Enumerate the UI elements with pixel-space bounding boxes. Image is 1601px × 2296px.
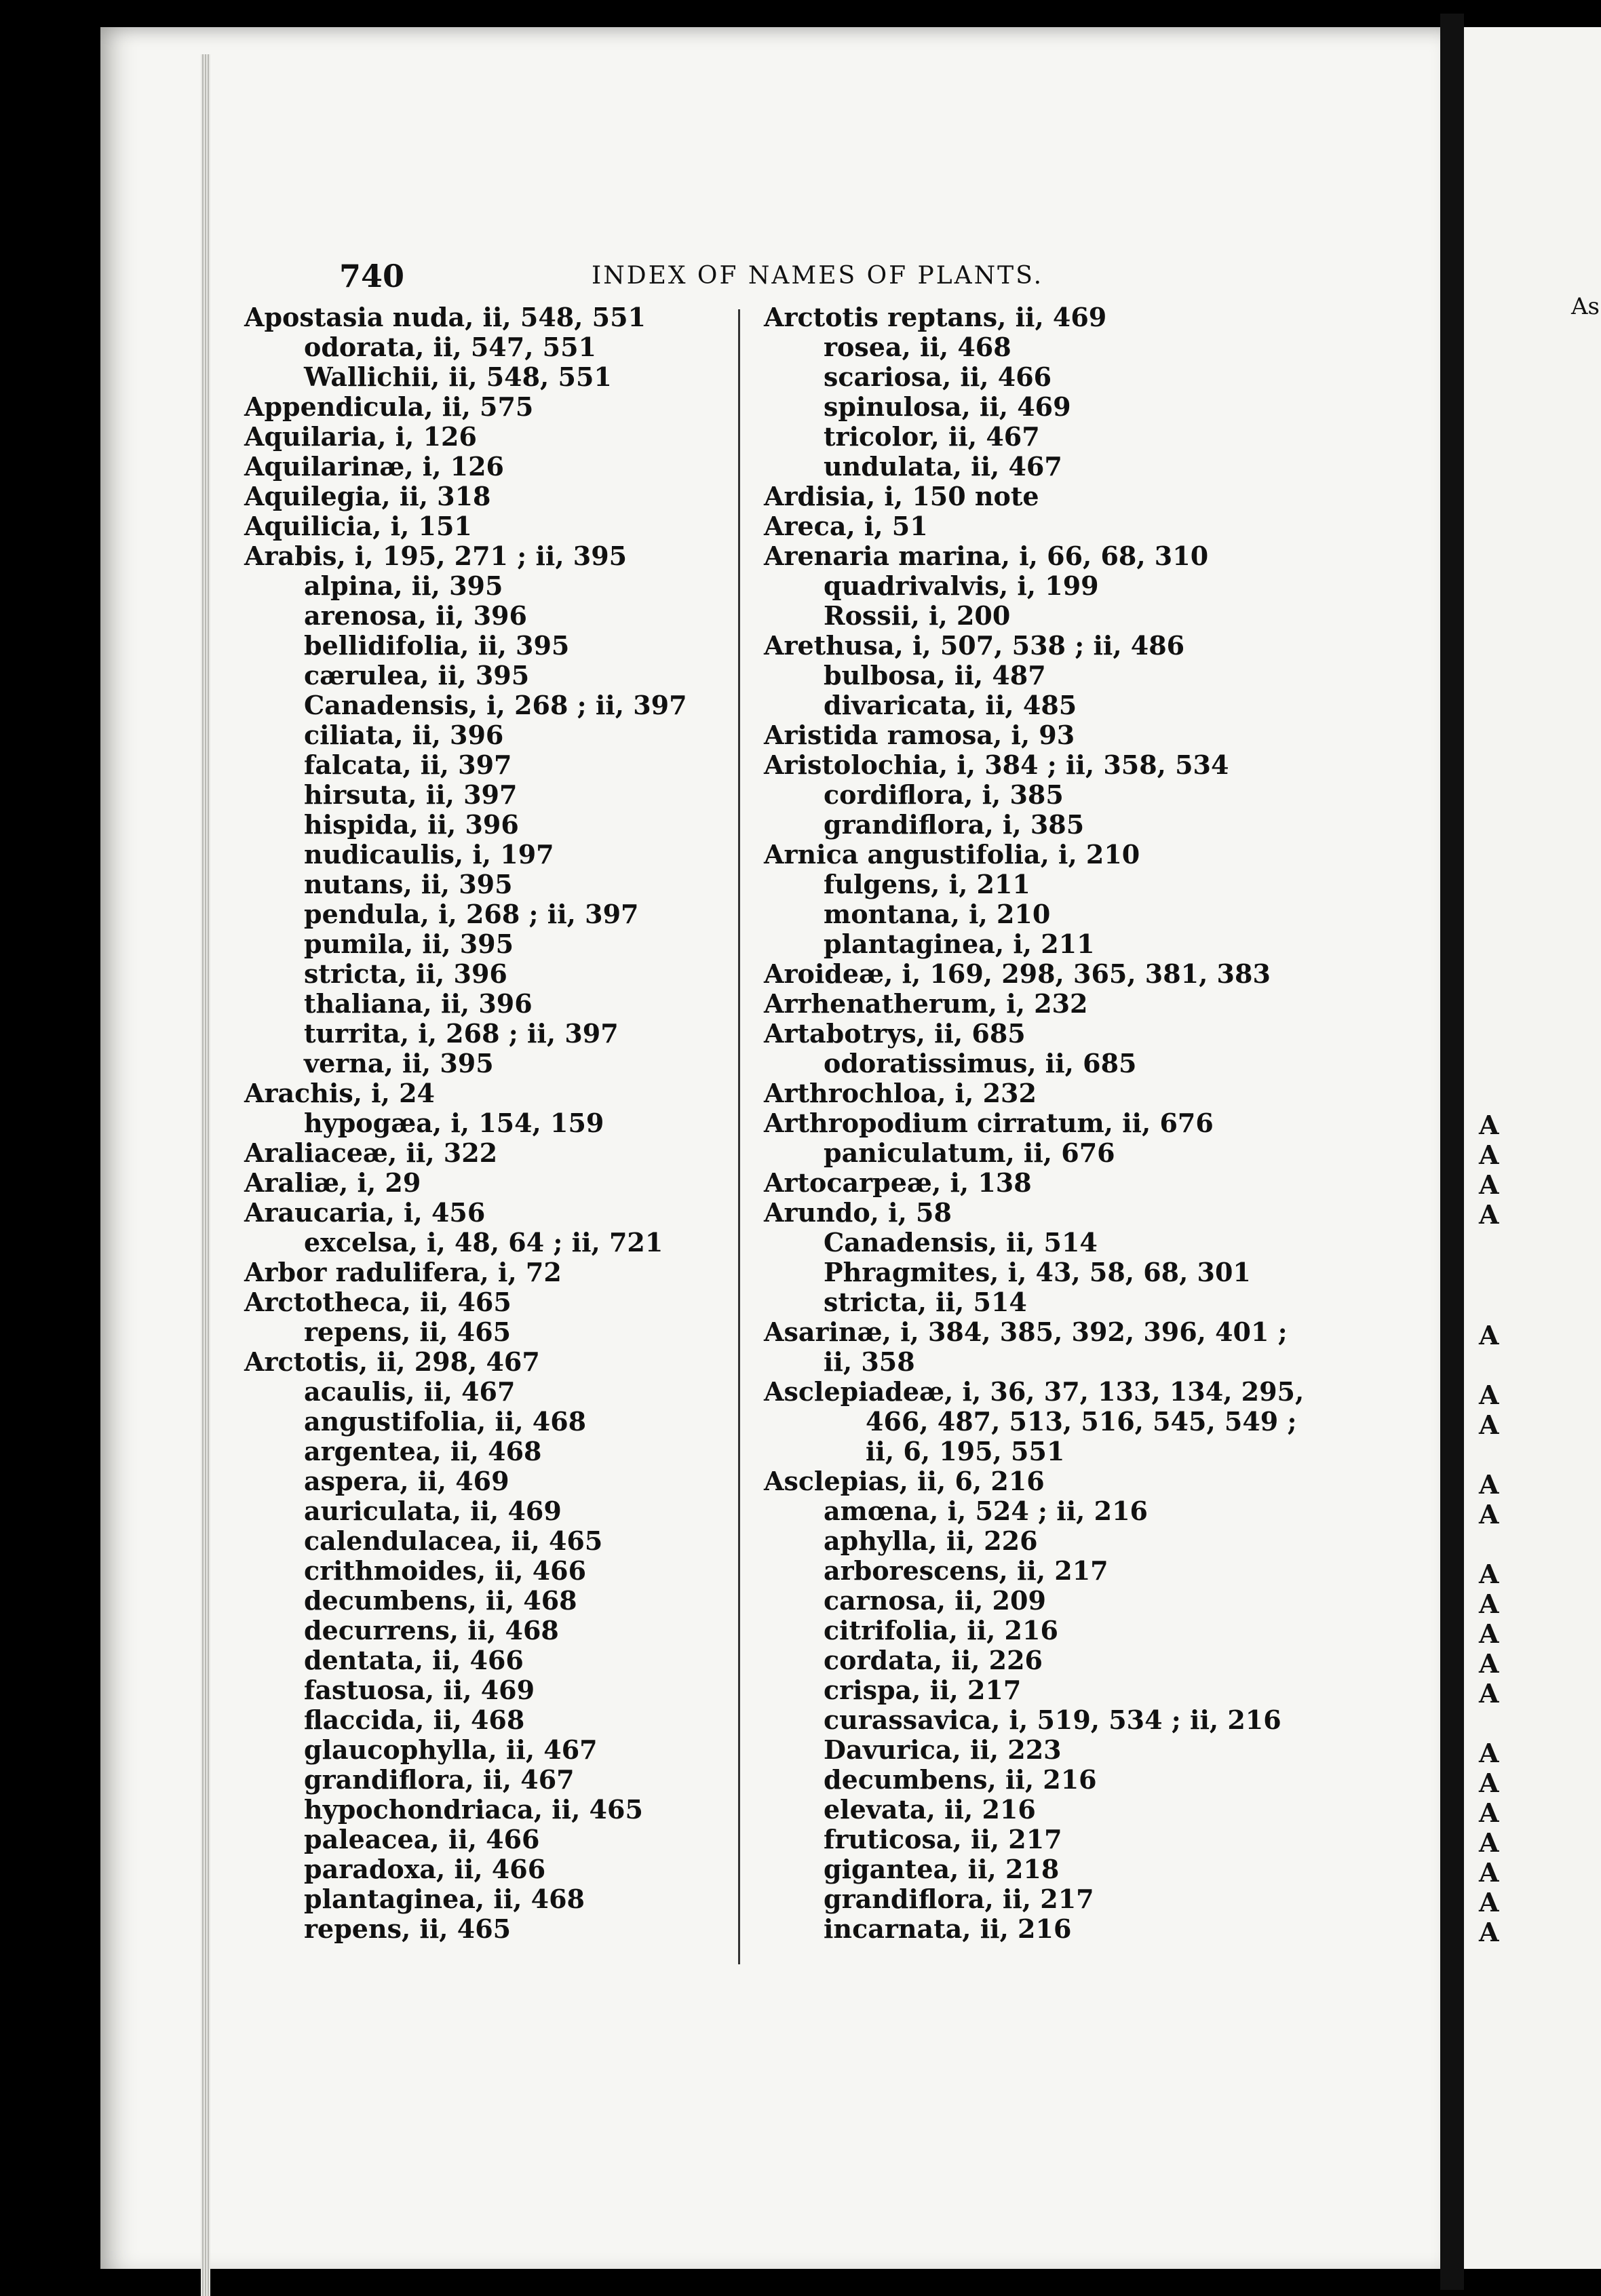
index-entry: ii, 6, 195, 551 — [866, 1436, 1065, 1466]
index-entry: curassavica, i, 519, 534 ; ii, 216 — [824, 1705, 1281, 1735]
index-entry: Arctotheca, ii, 465 — [244, 1287, 512, 1317]
page-number: 740 — [339, 258, 405, 294]
index-entry: Phragmites, i, 43, 58, 68, 301 — [824, 1257, 1251, 1287]
index-entry: Aquilaria, i, 126 — [244, 421, 477, 452]
index-entry: auriculata, ii, 469 — [304, 1496, 562, 1526]
index-entry: verna, ii, 395 — [304, 1048, 494, 1078]
index-entry: Araucaria, i, 456 — [244, 1197, 486, 1228]
index-entry: odorata, ii, 547, 551 — [304, 332, 596, 362]
facing-page-letter: A — [1479, 1589, 1499, 1619]
index-entry: elevata, ii, 216 — [824, 1794, 1036, 1825]
index-entry: grandiflora, ii, 467 — [304, 1764, 575, 1795]
index-entry: flaccida, ii, 468 — [304, 1705, 525, 1735]
page-edge — [201, 54, 210, 2296]
index-entry: arborescens, ii, 217 — [824, 1555, 1108, 1586]
index-entry: aphylla, ii, 226 — [824, 1525, 1038, 1556]
index-entry: acaulis, ii, 467 — [304, 1376, 516, 1407]
index-entry: crispa, ii, 217 — [824, 1675, 1022, 1705]
index-entry: Aristida ramosa, i, 93 — [764, 720, 1075, 750]
index-entry: pumila, ii, 395 — [304, 929, 514, 959]
index-entry: nudicaulis, i, 197 — [304, 839, 554, 870]
index-entry: Canadensis, i, 268 ; ii, 397 — [304, 690, 687, 720]
facing-page-letter: A — [1479, 1618, 1499, 1649]
facing-page-letter: A — [1479, 1559, 1499, 1589]
index-entry: calendulacea, ii, 465 — [304, 1525, 603, 1556]
index-entry: 466, 487, 513, 516, 545, 549 ; — [866, 1406, 1297, 1437]
index-entry: thaliana, ii, 396 — [304, 988, 533, 1019]
facing-page-letter: A — [1479, 1917, 1499, 1947]
index-entry: Aquilegia, ii, 318 — [244, 481, 491, 511]
index-entry: spinulosa, ii, 469 — [824, 391, 1071, 422]
index-entry: Aristolochia, i, 384 ; ii, 358, 534 — [764, 750, 1229, 780]
index-entry: Artocarpeæ, i, 138 — [764, 1167, 1032, 1198]
index-entry: rosea, ii, 468 — [824, 332, 1011, 362]
index-entry: fulgens, i, 211 — [824, 869, 1030, 899]
index-entry: paradoxa, ii, 466 — [304, 1854, 546, 1884]
index-entry: Arundo, i, 58 — [764, 1197, 952, 1228]
index-column-left — [244, 303, 814, 1944]
facing-page-letter: A — [1479, 1169, 1499, 1200]
index-entry: falcata, ii, 397 — [304, 750, 512, 780]
index-entry: stricta, ii, 396 — [304, 958, 507, 989]
index-entry: ciliata, ii, 396 — [304, 720, 504, 750]
index-entry: hypogæa, i, 154, 159 — [304, 1108, 604, 1138]
running-head — [100, 258, 1440, 298]
index-entry: montana, i, 210 — [824, 899, 1051, 929]
index-entry: Rossii, i, 200 — [824, 600, 1011, 631]
index-entry: pendula, i, 268 ; ii, 397 — [304, 899, 639, 929]
index-entry: bellidifolia, ii, 395 — [304, 630, 570, 661]
index-entry: Apostasia nuda, ii, 548, 551 — [244, 302, 646, 332]
index-entry: grandiflora, i, 385 — [824, 809, 1085, 840]
index-entry: hirsuta, ii, 397 — [304, 779, 518, 810]
index-entry: ii, 358 — [824, 1346, 915, 1377]
facing-page-fragment: As — [1571, 293, 1600, 320]
index-entry: arenosa, ii, 396 — [304, 600, 527, 631]
index-entry: hypochondriaca, ii, 465 — [304, 1794, 643, 1825]
facing-page-letter: A — [1479, 1140, 1499, 1170]
index-entry: cordiflora, i, 385 — [824, 779, 1064, 810]
index-entry: Asarinæ, i, 384, 385, 392, 396, 401 ; — [764, 1317, 1288, 1347]
index-entry: stricta, ii, 514 — [824, 1287, 1027, 1317]
index-entry: decurrens, ii, 468 — [304, 1615, 559, 1646]
index-entry: Arthrochloa, i, 232 — [764, 1078, 1037, 1108]
index-entry: Arctotis, ii, 298, 467 — [244, 1346, 540, 1377]
index-entry: scariosa, ii, 466 — [824, 362, 1052, 392]
index-entry: odoratissimus, ii, 685 — [824, 1048, 1137, 1078]
index-entry: argentea, ii, 468 — [304, 1436, 542, 1466]
index-entry: Araliaceæ, ii, 322 — [244, 1137, 498, 1168]
facing-page-letter: A — [1479, 1648, 1499, 1679]
index-entry: decumbens, ii, 216 — [824, 1764, 1097, 1795]
index-entry: Aroideæ, i, 169, 298, 365, 381, 383 — [764, 958, 1271, 989]
index-entry: fruticosa, ii, 217 — [824, 1824, 1062, 1854]
index-entry: glaucophylla, ii, 467 — [304, 1734, 598, 1765]
facing-page-letter: A — [1479, 1738, 1499, 1768]
index-entry: citrifolia, ii, 216 — [824, 1615, 1058, 1646]
index-entry: nutans, ii, 395 — [304, 869, 513, 899]
index-entry: paniculatum, ii, 676 — [824, 1137, 1115, 1168]
index-entry: Araliæ, i, 29 — [244, 1167, 421, 1198]
index-entry: hispida, ii, 396 — [304, 809, 519, 840]
index-column-right — [764, 303, 1347, 1944]
index-entry: Arabis, i, 195, 271 ; ii, 395 — [244, 541, 628, 571]
facing-page-letter: A — [1479, 1199, 1499, 1230]
column-divider — [738, 309, 740, 1964]
index-entry: carnosa, ii, 209 — [824, 1585, 1046, 1616]
index-entry: Aquilarinæ, i, 126 — [244, 451, 504, 482]
index-entry: Ardisia, i, 150 note — [764, 481, 1039, 511]
index-entry: angustifolia, ii, 468 — [304, 1406, 587, 1437]
index-entry: cærulea, ii, 395 — [304, 660, 530, 690]
index-entry: Arbor radulifera, i, 72 — [244, 1257, 562, 1287]
index-entry: plantaginea, ii, 468 — [304, 1884, 585, 1914]
facing-page-letter: A — [1479, 1110, 1499, 1140]
index-entry: quadrivalvis, i, 199 — [824, 570, 1099, 601]
index-entry: Arrhenatherum, i, 232 — [764, 988, 1088, 1019]
index-entry: Areca, i, 51 — [764, 511, 928, 541]
index-entry: paleacea, ii, 466 — [304, 1824, 540, 1854]
index-entry: grandiflora, ii, 217 — [824, 1884, 1094, 1914]
index-entry: repens, ii, 465 — [304, 1317, 512, 1347]
book-gutter — [1440, 14, 1464, 2290]
index-entry: tricolor, ii, 467 — [824, 421, 1040, 452]
facing-page-letter: A — [1479, 1499, 1499, 1530]
index-entry: repens, ii, 465 — [304, 1913, 512, 1944]
index-entry: Asclepiadeæ, i, 36, 37, 133, 134, 295, — [764, 1376, 1305, 1407]
index-entry: crithmoides, ii, 466 — [304, 1555, 587, 1586]
page-title: INDEX OF NAMES OF PLANTS. — [592, 262, 1044, 290]
index-entry: Arethusa, i, 507, 538 ; ii, 486 — [764, 630, 1185, 661]
index-entry: Davurica, ii, 223 — [824, 1734, 1062, 1765]
index-entry: gigantea, ii, 218 — [824, 1854, 1060, 1884]
index-entry: Arachis, i, 24 — [244, 1078, 435, 1108]
facing-page-letter: A — [1479, 1797, 1499, 1828]
facing-page-letter: A — [1479, 1887, 1499, 1918]
index-entry: Canadensis, ii, 514 — [824, 1227, 1098, 1258]
index-entry: divaricata, ii, 485 — [824, 690, 1077, 720]
index-entry: amœna, i, 524 ; ii, 216 — [824, 1496, 1148, 1526]
facing-page-letter: A — [1479, 1678, 1499, 1709]
index-entry: aspera, ii, 469 — [304, 1466, 509, 1496]
facing-page-letter: A — [1479, 1857, 1499, 1888]
facing-page-letter: A — [1479, 1469, 1499, 1500]
facing-page-letter: A — [1479, 1827, 1499, 1858]
index-entry: fastuosa, ii, 469 — [304, 1675, 535, 1705]
index-entry: dentata, ii, 466 — [304, 1645, 524, 1675]
index-entry: alpina, ii, 395 — [304, 570, 503, 601]
index-entry: plantaginea, i, 211 — [824, 929, 1095, 959]
index-entry: Asclepias, ii, 6, 216 — [764, 1466, 1045, 1496]
index-entry: bulbosa, ii, 487 — [824, 660, 1046, 690]
index-entry: excelsa, i, 48, 64 ; ii, 721 — [304, 1227, 663, 1258]
index-entry: Arctotis reptans, ii, 469 — [764, 302, 1107, 332]
facing-page-letter: A — [1479, 1409, 1499, 1440]
index-entry: undulata, ii, 467 — [824, 451, 1062, 482]
index-entry: cordata, ii, 226 — [824, 1645, 1043, 1675]
facing-page-letter: A — [1479, 1768, 1499, 1798]
index-entry: Aquilicia, i, 151 — [244, 511, 472, 541]
index-entry: turrita, i, 268 ; ii, 397 — [304, 1018, 619, 1049]
index-entry: Appendicula, ii, 575 — [244, 391, 534, 422]
index-entry: Artabotrys, ii, 685 — [764, 1018, 1026, 1049]
facing-page-letter: A — [1479, 1380, 1499, 1410]
facing-page-letter: A — [1479, 1320, 1499, 1350]
index-entry: incarnata, ii, 216 — [824, 1913, 1072, 1944]
index-entry: Arnica angustifolia, i, 210 — [764, 839, 1140, 870]
index-entry: Wallichii, ii, 548, 551 — [304, 362, 612, 392]
index-entry: decumbens, ii, 468 — [304, 1585, 577, 1616]
index-entry: Arenaria marina, i, 66, 68, 310 — [764, 541, 1209, 571]
index-entry: Arthropodium cirratum, ii, 676 — [764, 1108, 1214, 1138]
